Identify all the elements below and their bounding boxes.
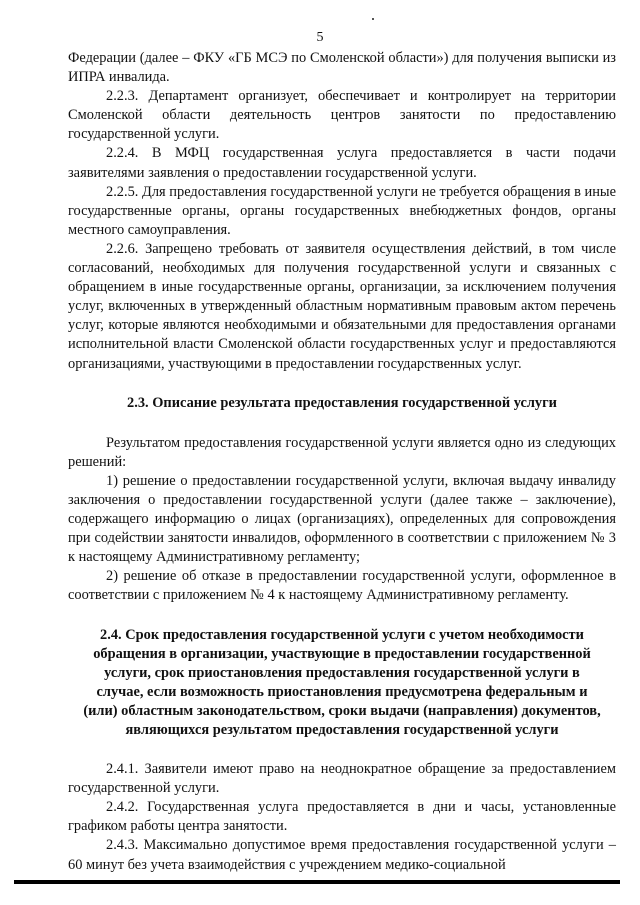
- paragraph-2-2-3: 2.2.3. Департамент организует, обеспечивает и контролирует на территории Смоленской области деятельность центров занятости по предоставлению государственной услуги.: [68, 88, 616, 143]
- document-body: [68, 49, 616, 875]
- paragraph-2-4-1: 2.4.1. Заявители имеют право на неоднократное обращение за предоставлением государственной услуги.: [68, 761, 616, 797]
- scan-speck: [372, 18, 374, 20]
- paragraph-2-3-item-1: 1) решение о предоставлении государственной услуги, включая выдачу инвалиду заключения о предоставлении государственной услуги (далее также – заключение), содержащего информацию о лицах (организациях), определенных для сопровождения при содействии занятости инвалидов, оформленного в соответствии с приложением № 3 к настоящему Административному регламенту;: [68, 472, 616, 566]
- paragraph-continuation: Федерации (далее – ФКУ «ГБ МСЭ по Смоленской области») для получения выписки из ИПРА инвалида.: [68, 50, 616, 86]
- paragraph-2-3-item-2: 2) решение об отказе в предоставлении государственной услуги, оформленное в соответствии с приложением № 4 к настоящему Административному регламенту.: [68, 568, 616, 604]
- paragraph-2-4-3: 2.4.3. Максимально допустимое время предоставления государственной услуги – 60 минут без учета взаимодействия с учреждением медико-социальной: [68, 837, 616, 873]
- paragraph-2-3-intro: Результатом предоставления государственной услуги является одно из следующих решений:: [68, 434, 616, 470]
- paragraph-2-2-4: 2.2.4. В МФЦ государственная услуга предоставляется в части подачи заявителями заявления о предоставлении государственной услуги.: [68, 145, 616, 181]
- bottom-rule: [14, 880, 620, 884]
- section-heading-2-4: 2.4. Срок предоставления государственной услуги с учетом необходимости обращения в организации, участвующие в предоставлении государственной услуги, срок приостановления предоставления государственной услуги в случае, если возможность приостановления предусмотрена федеральным и (или) областным законодательством, сроки выдачи (направления) документов, являющихся результатом предоставления государственной услуги: [83, 626, 601, 738]
- paragraph-2-2-6: 2.2.6. Запрещено требовать от заявителя осуществления действий, в том числе согласований, необходимых для получения государственной услуги и связанных с обращением в иные государственные органы, организации, за исключением получения услуг, включенных в утвержденный областным нормативным правовым актом перечень услуг, которые являются необходимыми и обязательными для предоставления органами исполнительной власти Смоленской области государственных услуг и предоставляются организациями, участвующими в предоставлении государственных услуг.: [68, 240, 616, 372]
- section-heading-2-3: 2.3. Описание результата предоставления государственной услуги: [127, 394, 557, 411]
- paragraph-2-4-2: 2.4.2. Государственная услуга предоставляется в дни и часы, установленные графиком работы центра занятости.: [68, 799, 616, 835]
- paragraph-2-2-5: 2.2.5. Для предоставления государственной услуги не требуется обращения в иные государственные органы, органы государственных внебюджетных фондов, органы местного самоуправления.: [68, 183, 616, 238]
- page-number: 5: [316, 30, 324, 45]
